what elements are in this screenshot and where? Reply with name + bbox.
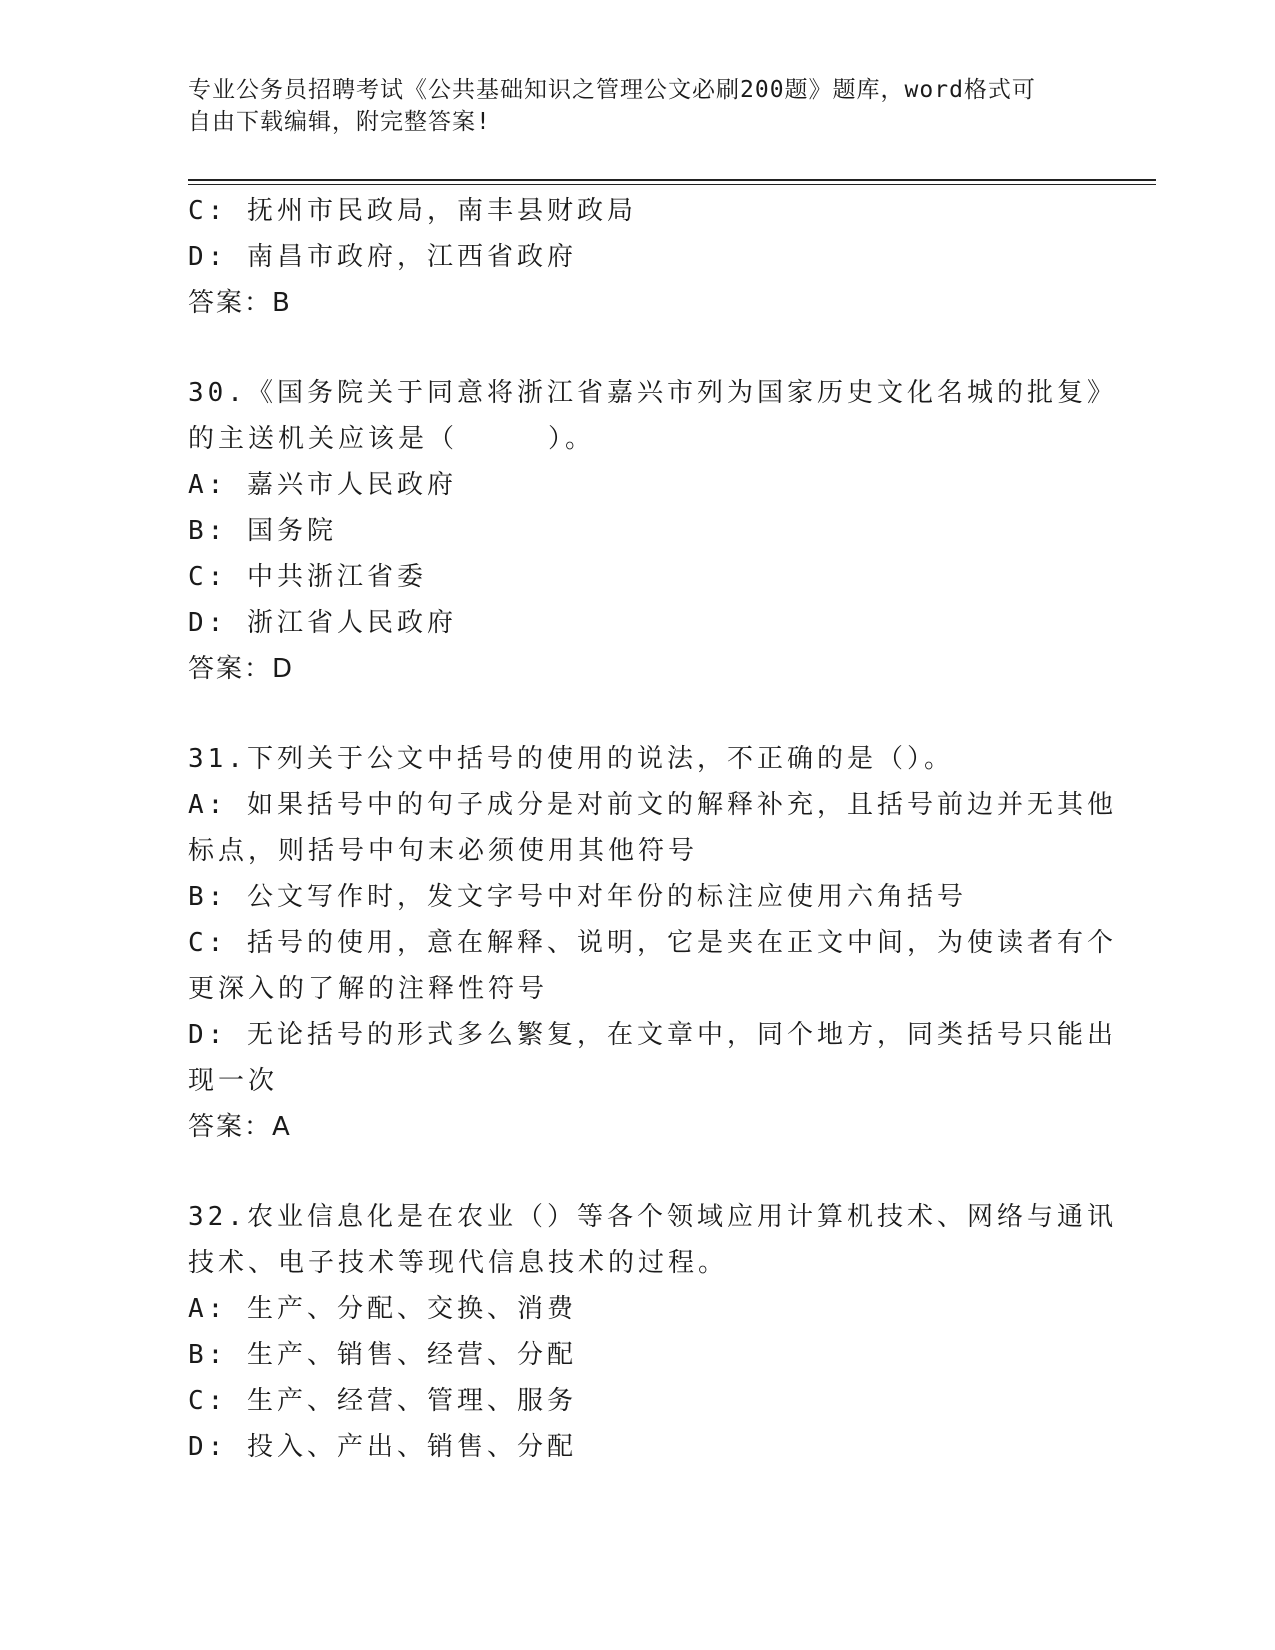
question-32 xyxy=(188,1194,1117,1470)
question-stem: 31.下列关于公文中括号的使用的说法，不正确的是（）。 xyxy=(188,744,954,774)
option-label: D: xyxy=(188,242,228,272)
option-text: 公文写作时，发文字号中对年份的标注应使用六角括号 xyxy=(246,882,967,912)
question-stem-continued: 的主送机关应该是（ ）。 xyxy=(188,424,596,454)
option-label: A: xyxy=(188,790,228,820)
option-label: B: xyxy=(188,882,228,912)
question-stem-continued: 技术、电子技术等现代信息技术的过程。 xyxy=(188,1248,729,1278)
question-31 xyxy=(188,736,1117,1150)
option-c xyxy=(188,920,1117,966)
option-label: D: xyxy=(188,608,228,638)
option-b xyxy=(188,874,1088,920)
option-text: 嘉兴市人民政府 xyxy=(246,470,457,500)
option-a-continued: 标点，则括号中句末必须使用其他符号 xyxy=(188,836,699,866)
option-d xyxy=(188,1012,1117,1058)
option-d xyxy=(188,600,1088,646)
option-label: D: xyxy=(188,1432,228,1462)
option-text: 国务院 xyxy=(246,516,337,546)
question-30 xyxy=(188,370,1117,692)
option-d-continued: 现一次 xyxy=(188,1066,279,1096)
option-label: C: xyxy=(188,928,228,958)
header-line-1: 专业公务员招聘考试《公共基础知识之管理公文必刷200题》题库，word格式可 xyxy=(188,77,1036,103)
option-c xyxy=(188,188,1088,234)
option-d xyxy=(188,234,1088,280)
option-text: 南昌市政府，江西省政府 xyxy=(246,242,577,272)
option-a xyxy=(188,782,1117,828)
option-d xyxy=(188,1424,1088,1470)
option-b xyxy=(188,508,1088,554)
option-label: B: xyxy=(188,516,228,546)
header-rule-thick xyxy=(188,179,1156,181)
answer-line: 答案：B xyxy=(188,288,292,318)
question-list xyxy=(188,188,1117,1470)
question-gap xyxy=(188,1150,1088,1194)
option-label: B: xyxy=(188,1340,228,1370)
answer-line: 答案：D xyxy=(188,654,295,684)
option-a xyxy=(188,1286,1088,1332)
question-29-tail xyxy=(188,188,1088,326)
answer-line: 答案：A xyxy=(188,1112,292,1142)
question-stem: 30.《国务院关于同意将浙江省嘉兴市列为国家历史文化名城的批复》 xyxy=(188,378,1117,408)
option-text: 抚州市民政局，南丰县财政局 xyxy=(246,196,637,226)
option-label: A: xyxy=(188,470,228,500)
option-c-continued: 更深入的了解的注释性符号 xyxy=(188,974,549,1004)
option-label: C: xyxy=(188,1386,228,1416)
option-text: 生产、销售、经营、分配 xyxy=(246,1340,577,1370)
question-gap xyxy=(188,326,1088,370)
question-gap xyxy=(188,692,1088,736)
option-text: 投入、产出、销售、分配 xyxy=(246,1432,577,1462)
option-text: 生产、经营、管理、服务 xyxy=(246,1386,577,1416)
option-text: 生产、分配、交换、消费 xyxy=(246,1294,577,1324)
option-text: 中共浙江省委 xyxy=(246,562,427,592)
option-label: A: xyxy=(188,1294,228,1324)
question-stem: 32.农业信息化是在农业（）等各个领域应用计算机技术、网络与通讯 xyxy=(188,1202,1117,1232)
header-rule-thin xyxy=(188,184,1156,185)
option-text: 无论括号的形式多么繁复，在文章中，同个地方，同类括号只能出 xyxy=(246,1020,1117,1050)
option-label: D: xyxy=(188,1020,228,1050)
page-header xyxy=(188,74,1088,138)
option-text: 如果括号中的句子成分是对前文的解释补充，且括号前边并无其他 xyxy=(246,790,1117,820)
option-a xyxy=(188,462,1088,508)
option-b xyxy=(188,1332,1088,1378)
header-line-2: 自由下载编辑，附完整答案! xyxy=(188,109,491,135)
option-c xyxy=(188,1378,1088,1424)
option-text: 浙江省人民政府 xyxy=(246,608,457,638)
option-c xyxy=(188,554,1088,600)
option-label: C: xyxy=(188,562,228,592)
option-text: 括号的使用，意在解释、说明，它是夹在正文中间，为使读者有个 xyxy=(246,928,1117,958)
option-label: C: xyxy=(188,196,228,226)
